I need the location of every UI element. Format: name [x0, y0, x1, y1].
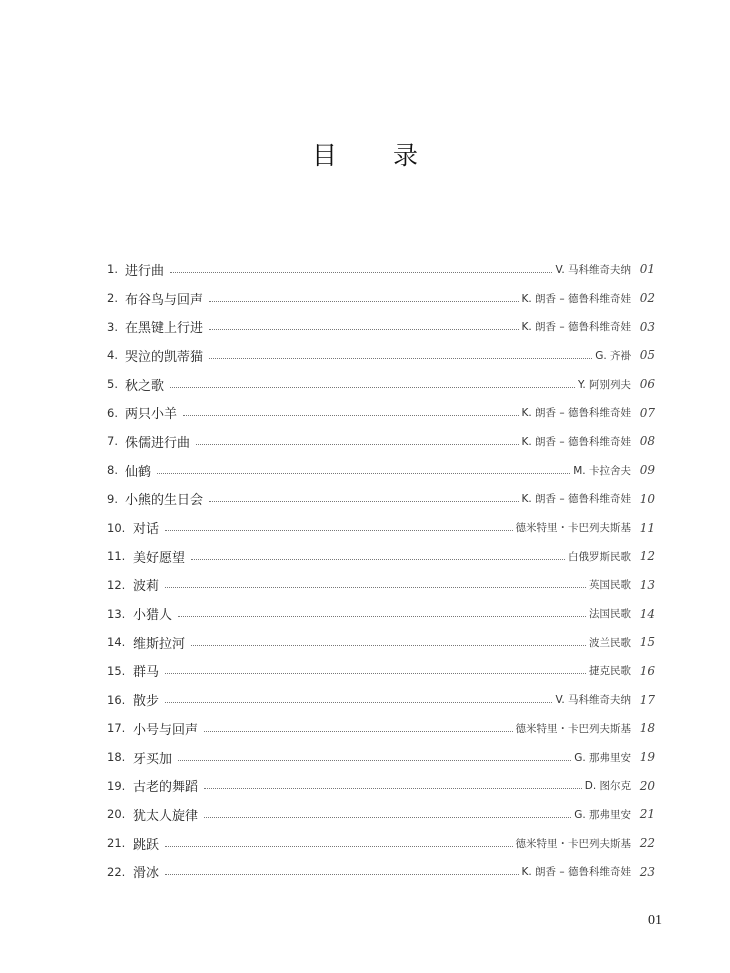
entry-page: 07 — [639, 405, 655, 420]
dot-leader — [209, 501, 518, 502]
toc-entry[interactable] — [107, 714, 655, 743]
entry-title: 两只小羊 — [125, 407, 178, 423]
entry-composer: 德米特里・卡巴列夫斯基 — [515, 522, 631, 535]
dot-leader — [170, 387, 575, 388]
entry-title: 古老的舞蹈 — [133, 780, 199, 796]
entry-composer: G. 那弗里安 — [574, 751, 631, 764]
toc-entry[interactable] — [107, 571, 655, 600]
entry-title: 维斯拉河 — [133, 636, 186, 652]
entry-title: 滑冰 — [133, 866, 160, 882]
entry-page: 18 — [639, 721, 655, 736]
entry-number: 8. — [107, 463, 118, 478]
entry-page: 21 — [639, 807, 655, 822]
entry-page: 10 — [639, 491, 655, 506]
dot-leader — [191, 559, 565, 560]
entry-composer: D. 图尔克 — [584, 780, 631, 793]
entry-composer: K. 朗香 – 德鲁科维奇娃 — [521, 407, 631, 420]
toc-entry[interactable] — [107, 370, 655, 399]
toc-entry[interactable] — [107, 628, 655, 657]
entry-composer: V. 马科维奇夫纳 — [555, 694, 631, 707]
entry-title: 跳跃 — [133, 837, 160, 853]
dot-leader — [165, 846, 512, 847]
entry-title: 小猎人 — [133, 608, 173, 624]
entry-composer: 德米特里・卡巴列夫斯基 — [515, 837, 631, 850]
entry-number: 20. — [107, 807, 126, 822]
entry-number: 7. — [107, 434, 118, 449]
entry-composer: V. 马科维奇夫纳 — [555, 263, 631, 276]
toc-entry[interactable] — [107, 829, 655, 858]
entry-number: 10. — [107, 520, 126, 535]
entry-number: 19. — [107, 778, 126, 793]
dot-leader — [178, 760, 571, 761]
dot-leader — [165, 530, 512, 531]
toc-entry[interactable] — [107, 398, 655, 427]
entry-number: 4. — [107, 348, 118, 363]
toc-entry[interactable] — [107, 771, 655, 800]
dot-leader — [165, 874, 518, 875]
entry-page: 14 — [639, 606, 655, 621]
entry-composer: K. 朗香 – 德鲁科维奇娃 — [521, 321, 631, 334]
entry-page: 06 — [639, 377, 655, 392]
entry-number: 15. — [107, 663, 126, 678]
dot-leader — [209, 358, 592, 359]
entry-composer: K. 朗香 – 德鲁科维奇娃 — [521, 292, 631, 305]
entry-page: 03 — [639, 319, 655, 334]
entry-page: 16 — [639, 663, 655, 678]
entry-page: 22 — [639, 836, 655, 851]
dot-leader — [204, 788, 582, 789]
entry-composer: 德米特里・卡巴列夫斯基 — [515, 722, 631, 735]
entry-title: 布谷鸟与回声 — [125, 292, 204, 308]
entry-composer: 英国民歌 — [589, 579, 631, 592]
entry-title: 牙买加 — [133, 751, 173, 767]
entry-title: 小号与回声 — [133, 722, 199, 738]
entry-number: 21. — [107, 836, 126, 851]
entry-page: 17 — [639, 692, 655, 707]
entry-number: 9. — [107, 491, 118, 506]
entry-page: 09 — [639, 463, 655, 478]
entry-composer: 白俄罗斯民歌 — [568, 550, 631, 563]
dot-leader — [196, 444, 518, 445]
entry-title: 美好愿望 — [133, 550, 186, 566]
dot-leader — [170, 272, 552, 273]
toc-entry[interactable] — [107, 542, 655, 571]
page-number: 01 — [648, 913, 662, 928]
entry-number: 3. — [107, 319, 118, 334]
entry-composer: 法国民歌 — [589, 608, 631, 621]
entry-composer: K. 朗香 – 德鲁科维奇娃 — [521, 493, 631, 506]
entry-composer: 波兰民歌 — [589, 636, 631, 649]
entry-title: 在黑键上行进 — [125, 321, 204, 337]
entry-composer: G. 那弗里安 — [574, 808, 631, 821]
page-title: 目 录 — [312, 141, 442, 170]
entry-title: 秋之歌 — [125, 378, 165, 394]
entry-page: 01 — [639, 262, 655, 277]
toc-entry[interactable] — [107, 255, 655, 284]
dot-leader — [209, 329, 518, 330]
dot-leader — [178, 616, 586, 617]
entry-number: 11. — [107, 549, 126, 564]
dot-leader — [165, 673, 586, 674]
entry-composer: M. 卡拉舍夫 — [573, 464, 631, 477]
entry-title: 侏儒进行曲 — [125, 435, 191, 451]
entry-composer: Y. 阿别列夫 — [578, 378, 631, 391]
table-of-contents — [107, 255, 655, 886]
entry-page: 08 — [639, 434, 655, 449]
entry-title: 对话 — [133, 522, 160, 538]
toc-entry[interactable] — [107, 743, 655, 772]
entry-page: 20 — [639, 778, 655, 793]
entry-number: 18. — [107, 750, 126, 765]
entry-number: 5. — [107, 377, 118, 392]
dot-leader — [209, 301, 518, 302]
entry-title: 群马 — [133, 665, 160, 681]
entry-page: 19 — [639, 750, 655, 765]
toc-entry[interactable] — [107, 341, 655, 370]
entry-page: 12 — [639, 549, 655, 564]
entry-title: 散步 — [133, 694, 160, 710]
dot-leader — [165, 587, 586, 588]
entry-page: 15 — [639, 635, 655, 650]
entry-page: 23 — [639, 864, 655, 879]
entry-title: 小熊的生日会 — [125, 493, 204, 509]
dot-leader — [165, 702, 552, 703]
entry-title: 犹太人旋律 — [133, 808, 199, 824]
entry-number: 14. — [107, 635, 126, 650]
entry-number: 6. — [107, 405, 118, 420]
dot-leader — [204, 731, 512, 732]
dot-leader — [157, 473, 570, 474]
toc-entry[interactable] — [107, 456, 655, 485]
dot-leader — [204, 817, 571, 818]
toc-entry[interactable] — [107, 599, 655, 628]
dot-leader — [183, 415, 518, 416]
dot-leader — [191, 645, 586, 646]
entry-page: 13 — [639, 577, 655, 592]
toc-entry[interactable] — [107, 312, 655, 341]
entry-page: 11 — [639, 520, 655, 535]
entry-page: 02 — [639, 291, 655, 306]
entry-number: 12. — [107, 577, 126, 592]
entry-number: 22. — [107, 864, 126, 879]
toc-entry[interactable] — [107, 800, 655, 829]
toc-entry[interactable] — [107, 657, 655, 686]
entry-composer: G. 齐褂 — [595, 349, 631, 362]
toc-entry[interactable] — [107, 513, 655, 542]
entry-number: 2. — [107, 291, 118, 306]
entry-number: 17. — [107, 721, 126, 736]
toc-entry[interactable] — [107, 427, 655, 456]
toc-entry[interactable] — [107, 685, 655, 714]
entry-number: 13. — [107, 606, 126, 621]
entry-title: 哭泣的凯蒂猫 — [125, 349, 204, 365]
entry-title: 仙鹤 — [125, 464, 152, 480]
entry-number: 16. — [107, 692, 126, 707]
entry-page: 05 — [639, 348, 655, 363]
entry-title: 进行曲 — [125, 263, 165, 279]
entry-number: 1. — [107, 262, 118, 277]
entry-composer: 捷克民歌 — [589, 665, 631, 678]
entry-composer: K. 朗香 – 德鲁科维奇娃 — [521, 866, 631, 879]
toc-entry[interactable] — [107, 485, 655, 514]
toc-entry[interactable] — [107, 857, 655, 886]
toc-entry[interactable] — [107, 284, 655, 313]
entry-composer: K. 朗香 – 德鲁科维奇娃 — [521, 435, 631, 448]
entry-title: 波莉 — [133, 579, 160, 595]
